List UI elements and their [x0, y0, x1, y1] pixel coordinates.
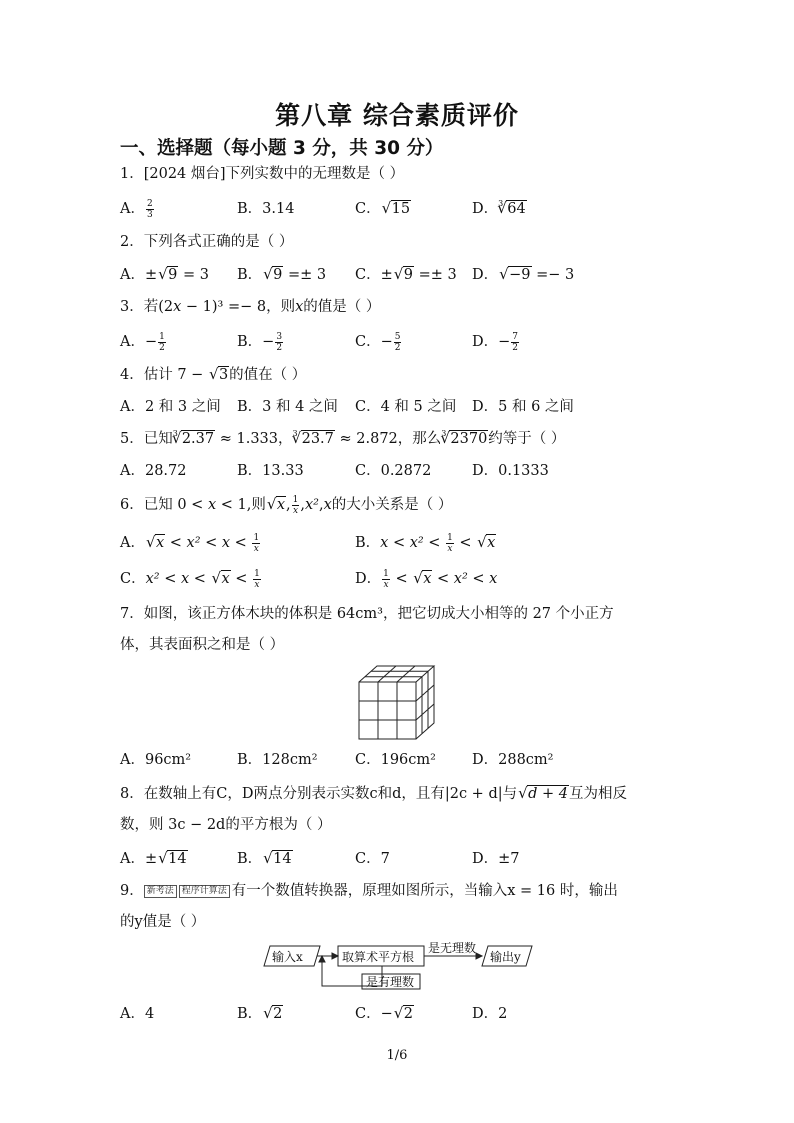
q8-option-d[interactable]: D．±7: [472, 851, 520, 867]
q6-option-b[interactable]: B．x < x² < $\frac{1}{x}$ < √ x: [355, 532, 496, 554]
flowchart-figure: [262, 940, 534, 992]
q8-option-c[interactable]: C．7: [355, 851, 390, 867]
flow-rational: 是有理数: [366, 975, 415, 989]
q1-option-c[interactable]: C．√ 15: [355, 198, 411, 220]
flow-process: 取算术平方根: [342, 950, 415, 964]
q3-stem: 3．若(2x − 1)³ =− 8，则x的值是（ ）: [120, 299, 381, 315]
page-number: 1/6: [386, 1048, 408, 1063]
page-title: 第八章 综合素质评价: [275, 101, 519, 130]
program-calc-tag: 程序计算法: [179, 885, 230, 898]
q8-option-a[interactable]: A．±√ 14: [120, 848, 188, 870]
q4-option-d[interactable]: D．5 和 6 之间: [472, 399, 574, 415]
q3-option-c[interactable]: C．− $\frac{5}{2}$: [355, 331, 401, 353]
cube-figure: [355, 662, 439, 742]
q2-option-a[interactable]: A．±√ 9 = 3: [120, 264, 209, 286]
flow-input: 输入x: [272, 950, 303, 964]
flow-irrational: 是无理数: [428, 941, 477, 955]
section-heading: 一、选择题（每小题 3 分，共 30 分）: [120, 138, 444, 159]
q9-stem-line1: 9． 新考法 程序计算法 有一个数值转换器，原理如图所示，当输入x = 16 时，输出: [120, 883, 618, 899]
q5-stem: 5．已知$^3$√ 2.37 ≈ 1.333，$^3$√ 23.7 ≈ 2.872，那么$^3$√ 2370约等于（ ）: [120, 428, 565, 452]
q2-option-c[interactable]: C．±√ 9 =± 3: [355, 264, 457, 286]
q8-stem-line2: 数，则 3c − 2d的平方根为（ ）: [120, 817, 332, 833]
q2-option-b[interactable]: B．√ 9 =± 3: [237, 264, 326, 286]
q7-stem-line1: 7．如图，该正方体木块的体积是 64cm³，把它切成大小相等的 27 个小正方: [120, 606, 614, 622]
q4-option-b[interactable]: B．3 和 4 之间: [237, 399, 338, 415]
q1-option-a[interactable]: A． $\frac{2}{3}$: [120, 198, 153, 220]
q2-stem: 2．下列各式正确的是（ ）: [120, 234, 294, 250]
q7-option-c[interactable]: C．196cm²: [355, 752, 436, 768]
q9-option-c[interactable]: C．−√ 2: [355, 1003, 414, 1025]
q1-stem: 1．[2024 烟台]下列实数中的无理数是（ ）: [120, 166, 405, 182]
q4-option-a[interactable]: A．2 和 3 之间: [120, 399, 221, 415]
q6-option-a[interactable]: A．√ x < x² < x < $\frac{1}{x}$: [120, 532, 261, 554]
q5-option-c[interactable]: C．0.2872: [355, 463, 432, 479]
q2-option-d[interactable]: D．√ −9 =− 3: [472, 264, 574, 286]
q9-stem-line2: 的y值是（ ）: [120, 914, 206, 930]
q9-option-b[interactable]: B．√ 2: [237, 1003, 283, 1025]
q6-option-c[interactable]: C．x² < x < √ x < $\frac{1}{x}$: [120, 568, 262, 590]
q9-option-d[interactable]: D．2: [472, 1006, 508, 1022]
q7-stem-line2: 体，其表面积之和是（ ）: [120, 637, 285, 653]
q3-option-d[interactable]: D．− $\frac{7}{2}$: [472, 331, 519, 353]
q5-option-d[interactable]: D．0.1333: [472, 463, 549, 479]
q9-option-a[interactable]: A．4: [120, 1006, 155, 1022]
q5-option-a[interactable]: A．28.72: [120, 463, 187, 479]
q5-option-b[interactable]: B．13.33: [237, 463, 304, 479]
q8-stem-line1: 8．在数轴上有C，D两点分别表示实数c和d，且有|2c + d|与√ d + 4互为相反: [120, 783, 627, 805]
q4-stem: 4．估计 7 − √ 3的值在（ ）: [120, 364, 306, 386]
q7-option-d[interactable]: D．288cm²: [472, 752, 554, 768]
q3-option-b[interactable]: B．− $\frac{3}{2}$: [237, 331, 283, 353]
q7-option-a[interactable]: A．96cm²: [120, 752, 192, 768]
q1-option-d[interactable]: D．$^3$√ 64: [472, 198, 527, 222]
q4-option-c[interactable]: C．4 和 5 之间: [355, 399, 457, 415]
q7-option-b[interactable]: B．128cm²: [237, 752, 318, 768]
q8-option-b[interactable]: B．√ 14: [237, 848, 293, 870]
q1-option-b[interactable]: B．3.14: [237, 201, 295, 217]
new-method-tag: 新考法: [144, 885, 177, 898]
q6-option-d[interactable]: D． $\frac{1}{x}$ < √ x < x² < x: [355, 568, 497, 590]
q3-option-a[interactable]: A．− $\frac{1}{2}$: [120, 331, 165, 353]
flow-output: 输出y: [490, 950, 521, 964]
q6-stem: 6．已知 0 < x < 1,则√ x, $\frac{1}{x}$ ,x²,x的大小关系是（ ）: [120, 494, 452, 516]
